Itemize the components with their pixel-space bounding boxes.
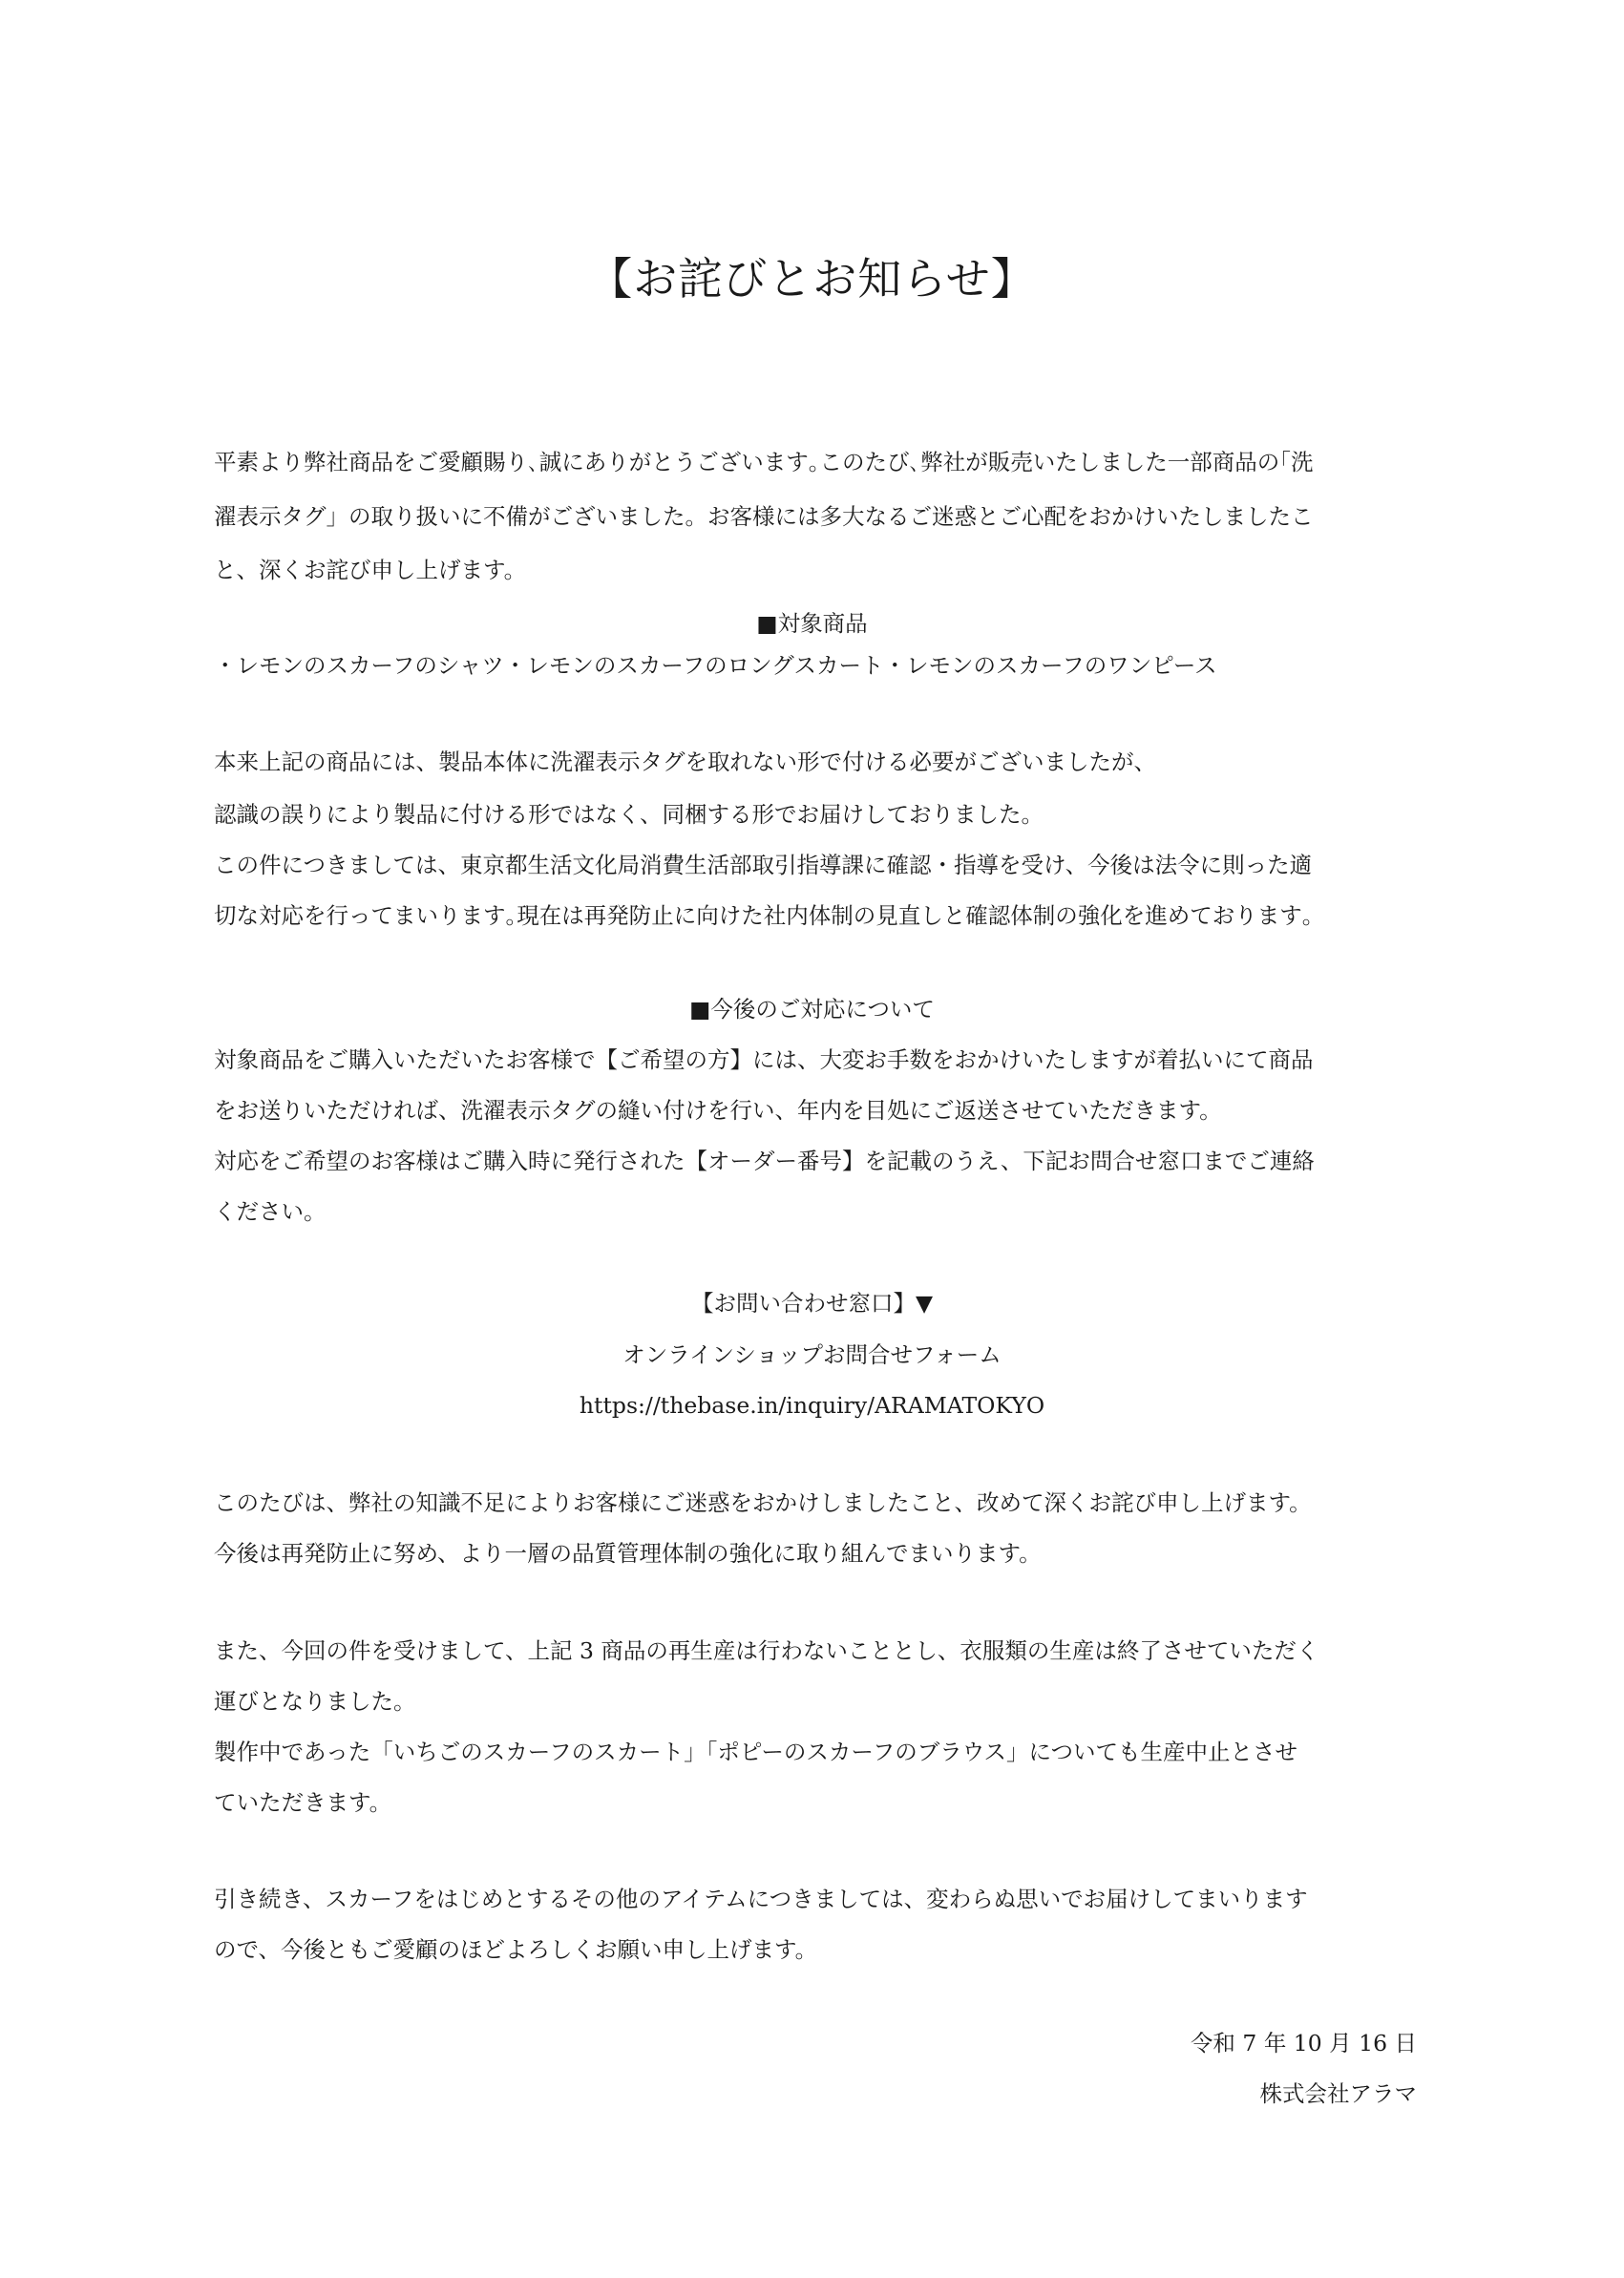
intro-line: 平素より弊社商品をご愛顧賜り､誠にありがとうございます｡このたび､弊社が販売いたしました一部商品の｢洗 <box>214 449 1314 475</box>
apology-line: 今後は再発防止に努め、より一層の品質管理体制の強化に取り組んでまいります。 <box>214 1540 1042 1567</box>
production-line: 製作中であった「いちごのスカーフのスカート」「ポピーのスカーフのブラウス」についても生産中止とさせ <box>214 1739 1298 1765</box>
intro-line: と、深くお詫び申し上げます。 <box>214 557 527 583</box>
signature-date: 令和 7 年 10 月 16 日 <box>1190 2030 1417 2057</box>
page-title: 【お詫びとお知らせ】 <box>588 253 1036 305</box>
signature-company: 株式会社アラマ <box>1259 2080 1417 2107</box>
response-line: 対象商品をご購入いただいたお客様で【ご希望の方】には、大変お手数をおかけいたしますが着払いにて商品 <box>214 1046 1314 1073</box>
response-line: 対応をご希望のお客様はご購入時に発行された【オーダー番号】を記載のうえ、下記お問合せ窓口までご連絡 <box>214 1148 1315 1174</box>
details-line: 認識の誤りにより製品に付ける形ではなく、同梱する形でお届けしておりました。 <box>214 801 1044 828</box>
contact-heading: 【お問い合わせ窓口】▼ <box>690 1290 934 1317</box>
response-line: ください。 <box>214 1198 327 1225</box>
details-line: この件につきましては、東京都生活文化局消費生活部取引指導課に確認・指導を受け、今後は法令に則った適 <box>214 852 1313 878</box>
details-line: 切な対応を行ってまいります｡現在は再発防止に向けた社内体制の見直しと確認体制の強化を進めております｡ <box>214 902 1314 929</box>
intro-line: 濯表示タグ」の取り扱いに不備がございました。お客様には多大なるご迷惑とご心配をおかけいたしましたこ <box>214 503 1314 530</box>
details-line: 本来上記の商品には、製品本体に洗濯表示タグを取れない形で付ける必要がございましたが、 <box>214 749 1156 775</box>
contact-form-name: オンラインショップお問合せフォーム <box>622 1341 1002 1368</box>
response-heading: ■今後のご対応について <box>689 996 935 1023</box>
production-line: 運びとなりました。 <box>214 1688 416 1715</box>
target-heading: ■対象商品 <box>756 610 868 637</box>
closing-line: 引き続き、スカーフをはじめとするその他のアイテムにつきましては、変わらぬ思いでお届けしてまいります <box>214 1886 1308 1912</box>
target-items: ・レモンのスカーフのシャツ・レモンのスカーフのロングスカート・レモンのスカーフのワンピース <box>214 652 1217 679</box>
production-line: また、今回の件を受けまして、上記 3 商品の再生産は行わないこととし、衣服類の生産は終了させていただく <box>214 1637 1319 1664</box>
apology-line: このたびは、弊社の知識不足によりお客様にご迷惑をおかけしましたこと、改めて深くお詫び申し上げます。 <box>214 1489 1312 1516</box>
production-line: ていただきます。 <box>214 1789 392 1816</box>
contact-url-link[interactable]: https://thebase.in/inquiry/ARAMATOKYO <box>579 1392 1045 1419</box>
closing-line: ので、今後ともご愛顧のほどよろしくお願い申し上げます。 <box>214 1936 818 1963</box>
response-line: をお送りいただければ、洗濯表示タグの縫い付けを行い、年内を目処にご返送させていただきます。 <box>214 1097 1222 1124</box>
